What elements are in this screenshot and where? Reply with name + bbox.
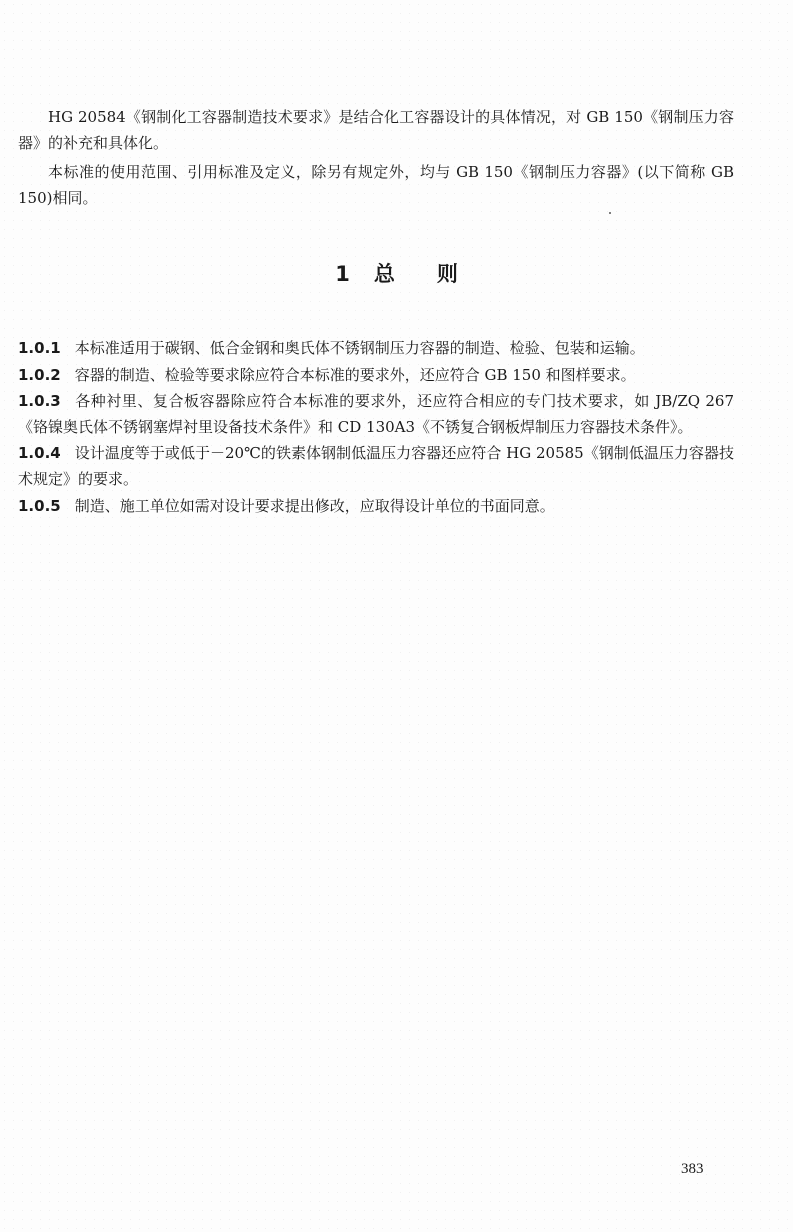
clause-number: 1.0.1: [18, 339, 61, 357]
section-heading: [0, 258, 793, 288]
clause-text: 各种衬里、复合板容器除应符合本标准的要求外，还应符合相应的专门技术要求，如 JB/ZQ 267《铬镍奥氏体不锈钢塞焊衬里设备技术条件》和 CD 130A3《不锈复合钢板焊制压力容器技术条件》。: [18, 392, 734, 436]
section-title-char-1: 总: [373, 262, 395, 286]
clause-list: [18, 336, 734, 520]
clause-number: 1.0.4: [18, 444, 61, 463]
page-number: 383: [681, 1161, 704, 1177]
clause-number: 1.0.3: [18, 392, 61, 411]
intro-section: [18, 104, 734, 214]
clause-text: 容器的制造、检验等要求除应符合本标准的要求外，还应符合 GB 150 和图样要求。: [74, 365, 636, 384]
clause-item: [18, 336, 734, 362]
clause-text: 制造、施工单位如需对设计要求提出修改，应取得设计单位的书面同意。: [74, 496, 555, 515]
scan-speck: [609, 212, 611, 214]
intro-paragraph-1: HG 20584《钢制化工容器制造技术要求》是结合化工容器设计的具体情况，对 GB 150《钢制压力容器》的补充和具体化。: [18, 108, 734, 152]
section-number: 1: [335, 262, 350, 286]
clause-item: [18, 389, 734, 440]
clause-number: 1.0.2: [18, 365, 61, 384]
clause-item: [18, 363, 734, 389]
clause-item: [18, 494, 734, 520]
clause-number: 1.0.5: [18, 496, 61, 515]
intro-paragraph-2: 本标准的使用范围、引用标准及定义，除另有规定外，均与 GB 150《钢制压力容器》(以下简称 GB 150)相同。: [18, 163, 734, 207]
clause-text: 本标准适用于碳钢、低合金钢和奥氏体不锈钢制压力容器的制造、检验、包装和运输。: [74, 339, 645, 357]
clause-item: [18, 441, 734, 492]
section-title-char-2: 则: [436, 262, 458, 286]
clause-text: 设计温度等于或低于－20℃的铁素体钢制低温压力容器还应符合 HG 20585《钢制低温压力容器技术规定》的要求。: [18, 444, 734, 488]
